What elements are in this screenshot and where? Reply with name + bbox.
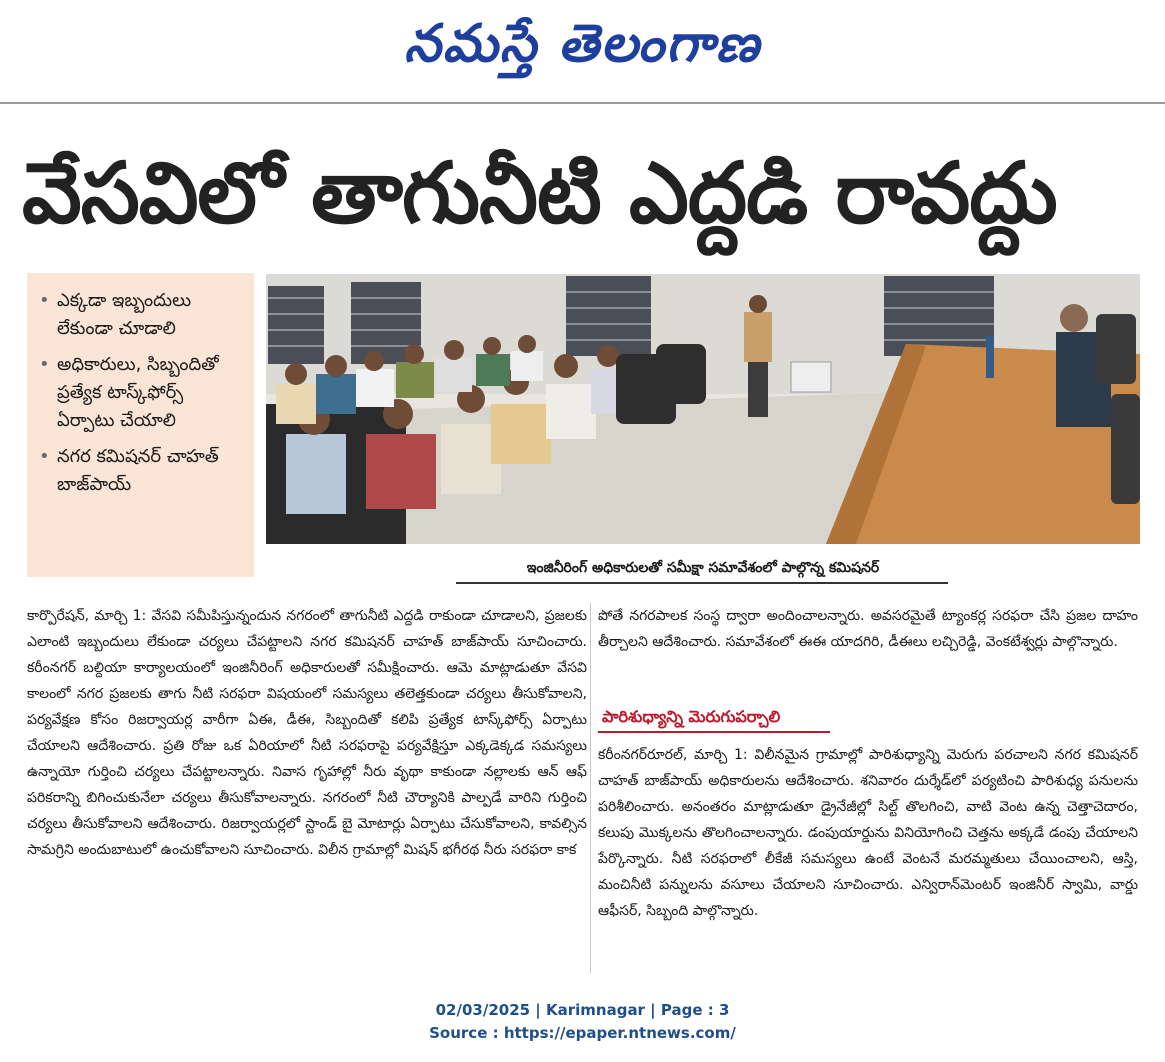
sub-article-heading: పారిశుధ్యాన్ని మెరుగుపర్చాలి bbox=[602, 707, 781, 726]
sub-article-body: కరీంనగర్‌రూరల్, మార్చి 1: విలీనమైన గ్రామాల్లో పారిశుధ్యాన్ని మెరుగు పరచాలని నగర కమిషనర్ చాహత్ బాజ్‌పాయ్ అధికారులను ఆదేశించారు. శనివారం దుర్శేడ్‌లో పర్యటించి పారిశుధ్య పనులను పరిశీలించారు. అనంతరం మాట్లాడుతూ డ్రైనేజీల్లో సిల్ట్ తొలగించి, వాటి వెంట ఉన్న చెత్తాచెదారం, కలుపు మొక్కలను తొలగించాలన్నారు. డంపుయార్డును వినియోగించి చెత్తను అక్కడే డంపు చేయాలని పేర్కొన్నారు. నీటి సరఫరాలో లీకేజీ సమస్యలు ఉంటే వెంటనే మరమ్మతులు చేయించాలని, ఆస్తి, మంచినీటి పన్నులను వసూలు చేయాలని సూచించారు. ఎన్విరాన్‌మెంటర్ ఇంజినీర్ స్వామి, వార్డు ఆఫీసర్, సిబ్బంది పాల్గొన్నారు. bbox=[598, 747, 1138, 919]
article-body-right: పోతే నగరపాలక సంస్థ ద్వారా అందించాలన్నారు. అవసరమైతే ట్యాంకర్ల సరఫరా చేసి ప్రజల దాహం తీర్చాలని ఆదేశించారు. సమావేశంలో ఈఈ యాదగిరి, డీఈలు లచ్చిరెడ్డి, వెంకటేశ్వర్లు పాల్గొన్నారు. bbox=[598, 608, 1138, 650]
bullet-icon: • bbox=[39, 290, 50, 311]
masthead-divider bbox=[0, 102, 1165, 104]
photo-caption: ఇంజినీరింగ్ అధికారులతో సమీక్షా సమావేశంలో పాల్గొన్న కమిషనర్ bbox=[526, 560, 880, 576]
bullet-icon: • bbox=[39, 354, 50, 375]
highlight-item bbox=[39, 443, 246, 499]
article-headline: వేసవిలో తాగునీటి ఎద్దడి రావద్దు bbox=[22, 144, 1057, 242]
meeting-photo bbox=[266, 274, 1140, 544]
highlight-item bbox=[39, 287, 246, 343]
highlight-text: అధికారులు, సిబ్బందితో ప్రత్యేక టాస్క్‌ఫోర్స్ ఏర్పాటు చేయాలి bbox=[57, 354, 219, 431]
highlight-item bbox=[39, 351, 246, 435]
footer-source-link[interactable]: Source : https://epaper.ntnews.com/ bbox=[429, 1024, 736, 1042]
bullet-icon: • bbox=[39, 446, 50, 467]
highlight-text: నగర కమిషనర్ చాహత్ బాజ్‌పాయ్ bbox=[57, 446, 219, 495]
masthead bbox=[0, 0, 1165, 100]
subhead-underline bbox=[598, 731, 830, 733]
meeting-photo-illustration bbox=[266, 274, 1140, 544]
highlight-text: ఎక్కడా ఇబ్బందులు లేకుండా చూడాలి bbox=[57, 290, 192, 339]
highlights-box bbox=[27, 273, 254, 577]
footer-date-line: 02/03/2025 | Karimnagar | Page : 3 bbox=[435, 1001, 730, 1019]
article-body-left: కార్పొరేషన్, మార్చి 1: వేసవి సమీపిస్తున్నందున నగరంలో తాగునీటి ఎద్దడి రాకుండా చూడాలని, ప్రజలకు ఎలాంటి ఇబ్బందులు లేకుండా చర్యలు చేపట్టాలని నగర కమిషనర్ చాహత్ బాజ్‌పాయ్ సూచించారు. కరీంనగర్ బల్దియా కార్యాలయంలో ఇంజినీరింగ్ అధికారులతో సమీక్షించారు. ఆమె మాట్లాడుతూ వేసవి కాలంలో నగర ప్రజలకు తాగు నీటి సరఫరా విషయంలో సమస్యలు తలెత్తకుండా చర్యలు తీసుకోవాలని, పర్యవేక్షణ కోసం రిజర్వాయర్ల వారీగా ఏఈ, డీఈ, సిబ్బందితో కలిపి ప్రత్యేక టాస్క్‌ఫోర్స్ ఏర్పాటు చేయాలని ఆదేశించారు. ప్రతి రోజు ఒక ఏరియాలో నీటి సరఫరాపై పర్యవేక్షిస్తూ ఎక్కడెక్కడ సమస్యలు ఉన్నాయో గుర్తించి చర్యలు చేపట్టాలన్నారు. నివాస గృహాల్లో నీరు వృథా కాకుండా నల్లాలకు ఆన్ ఆఫ్ పరికరాన్ని బిగించుకునేలా చర్యలు తీసుకోవాలన్నారు. నగరంలో నీటి చౌర్యానికి పాల్పడే వారిని గుర్తించి చర్యలు తీసుకోవాలని ఆదేశించారు. రిజర్వాయర్లలో స్టాండ్ బై మోటార్లు ఏర్పాటు చేసుకోవాలని, కావల్సిన సామగ్రిని అందుబాటులో ఉంచుకోవాలని సూచించారు. విలీన గ్రామాల్లో మిషన్ భగీరథ నీరు సరఫరా కాక bbox=[27, 608, 587, 858]
newspaper-logo: నమస్తే తెలంగాణ bbox=[404, 13, 761, 74]
caption-underline bbox=[456, 582, 948, 584]
column-divider bbox=[590, 603, 591, 973]
